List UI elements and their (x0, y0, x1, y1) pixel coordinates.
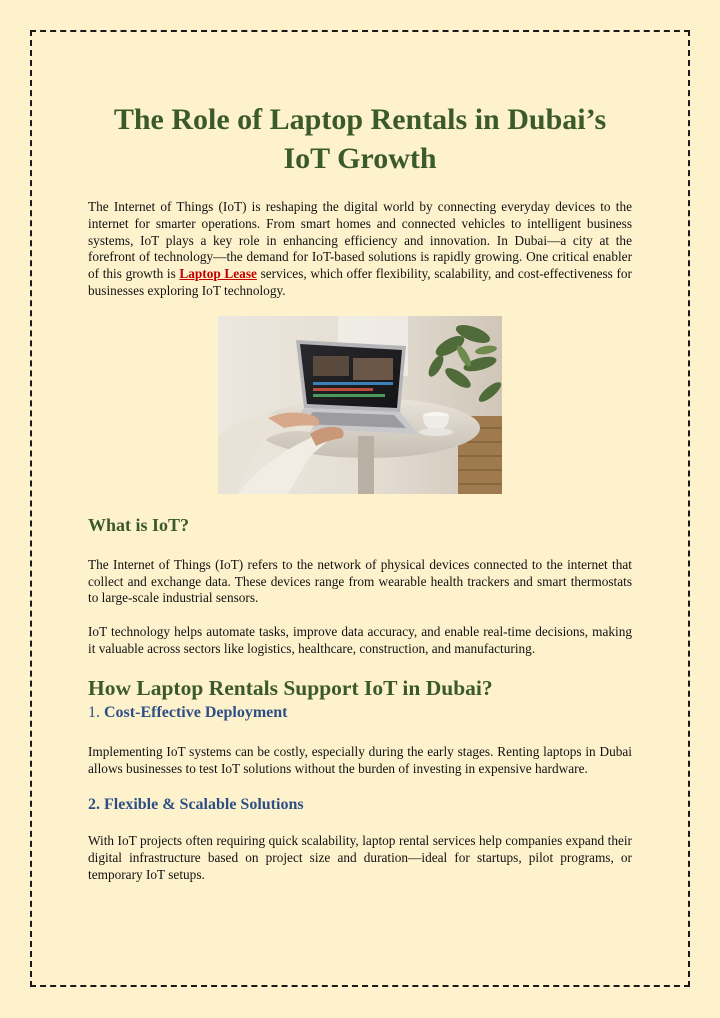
what-is-iot-paragraph-1: The Internet of Things (IoT) refers to the network of physical devices connected to the internet that collect and exchange data. These devices range from wearable health trackers and smart thermostats to large-scale industrial sensors. (88, 556, 632, 606)
section-1-number: 1. (88, 703, 100, 721)
intro-text-after-link: services, which offer flexibility, scalability, and cost-effectiveness for businesses exploring IoT technology. (88, 266, 632, 298)
section-1-heading (88, 703, 632, 723)
section-2-title: Flexible & Scalable Solutions (104, 796, 304, 814)
document-content (88, 100, 632, 884)
laptop-on-table-photo (218, 316, 502, 494)
laptop-lease-link[interactable]: Laptop Lease (179, 266, 257, 282)
intro-paragraph (88, 199, 632, 300)
photo-container (88, 316, 632, 494)
section-2-number: 2. (88, 796, 100, 814)
what-is-iot-heading: What is IoT? (88, 514, 190, 535)
section-1-body: Implementing IoT systems can be costly, especially during the early stages. Renting laptops in Dubai allows businesses to test IoT solutions without the burden of investing in expensive hardware. (88, 743, 632, 776)
what-is-iot-paragraph-2: IoT technology helps automate tasks, improve data accuracy, and enable real-time decisions, making it valuable across sectors like logistics, healthcare, construction, and manufacturing. (88, 624, 632, 656)
document-title: The Role of Laptop Rentals in Dubai’s IoT Growth (113, 103, 607, 175)
section-1-title: Cost-Effective Deployment (104, 703, 288, 721)
section-2-heading (88, 795, 632, 815)
how-laptop-rentals-heading: How Laptop Rentals Support IoT in Dubai? (88, 675, 493, 700)
section-2-body: With IoT projects often requiring quick scalability, laptop rental services help companies expand their digital infrastructure based on project size and duration—ideal for startups, pilot programs, or temporary IoT setups. (88, 833, 632, 882)
intro-text-before-link: The Internet of Things (IoT) is reshaping the digital world by connecting everyday devices to the internet for smarter operations. From smart homes and connected vehicles to intelligent business systems, IoT plays a key role in enhancing efficiency and innovation. In Dubai—a city at the forefront of technology—the demand for IoT-based solutions is rapidly growing. One critical enabler of this growth is (88, 199, 632, 282)
